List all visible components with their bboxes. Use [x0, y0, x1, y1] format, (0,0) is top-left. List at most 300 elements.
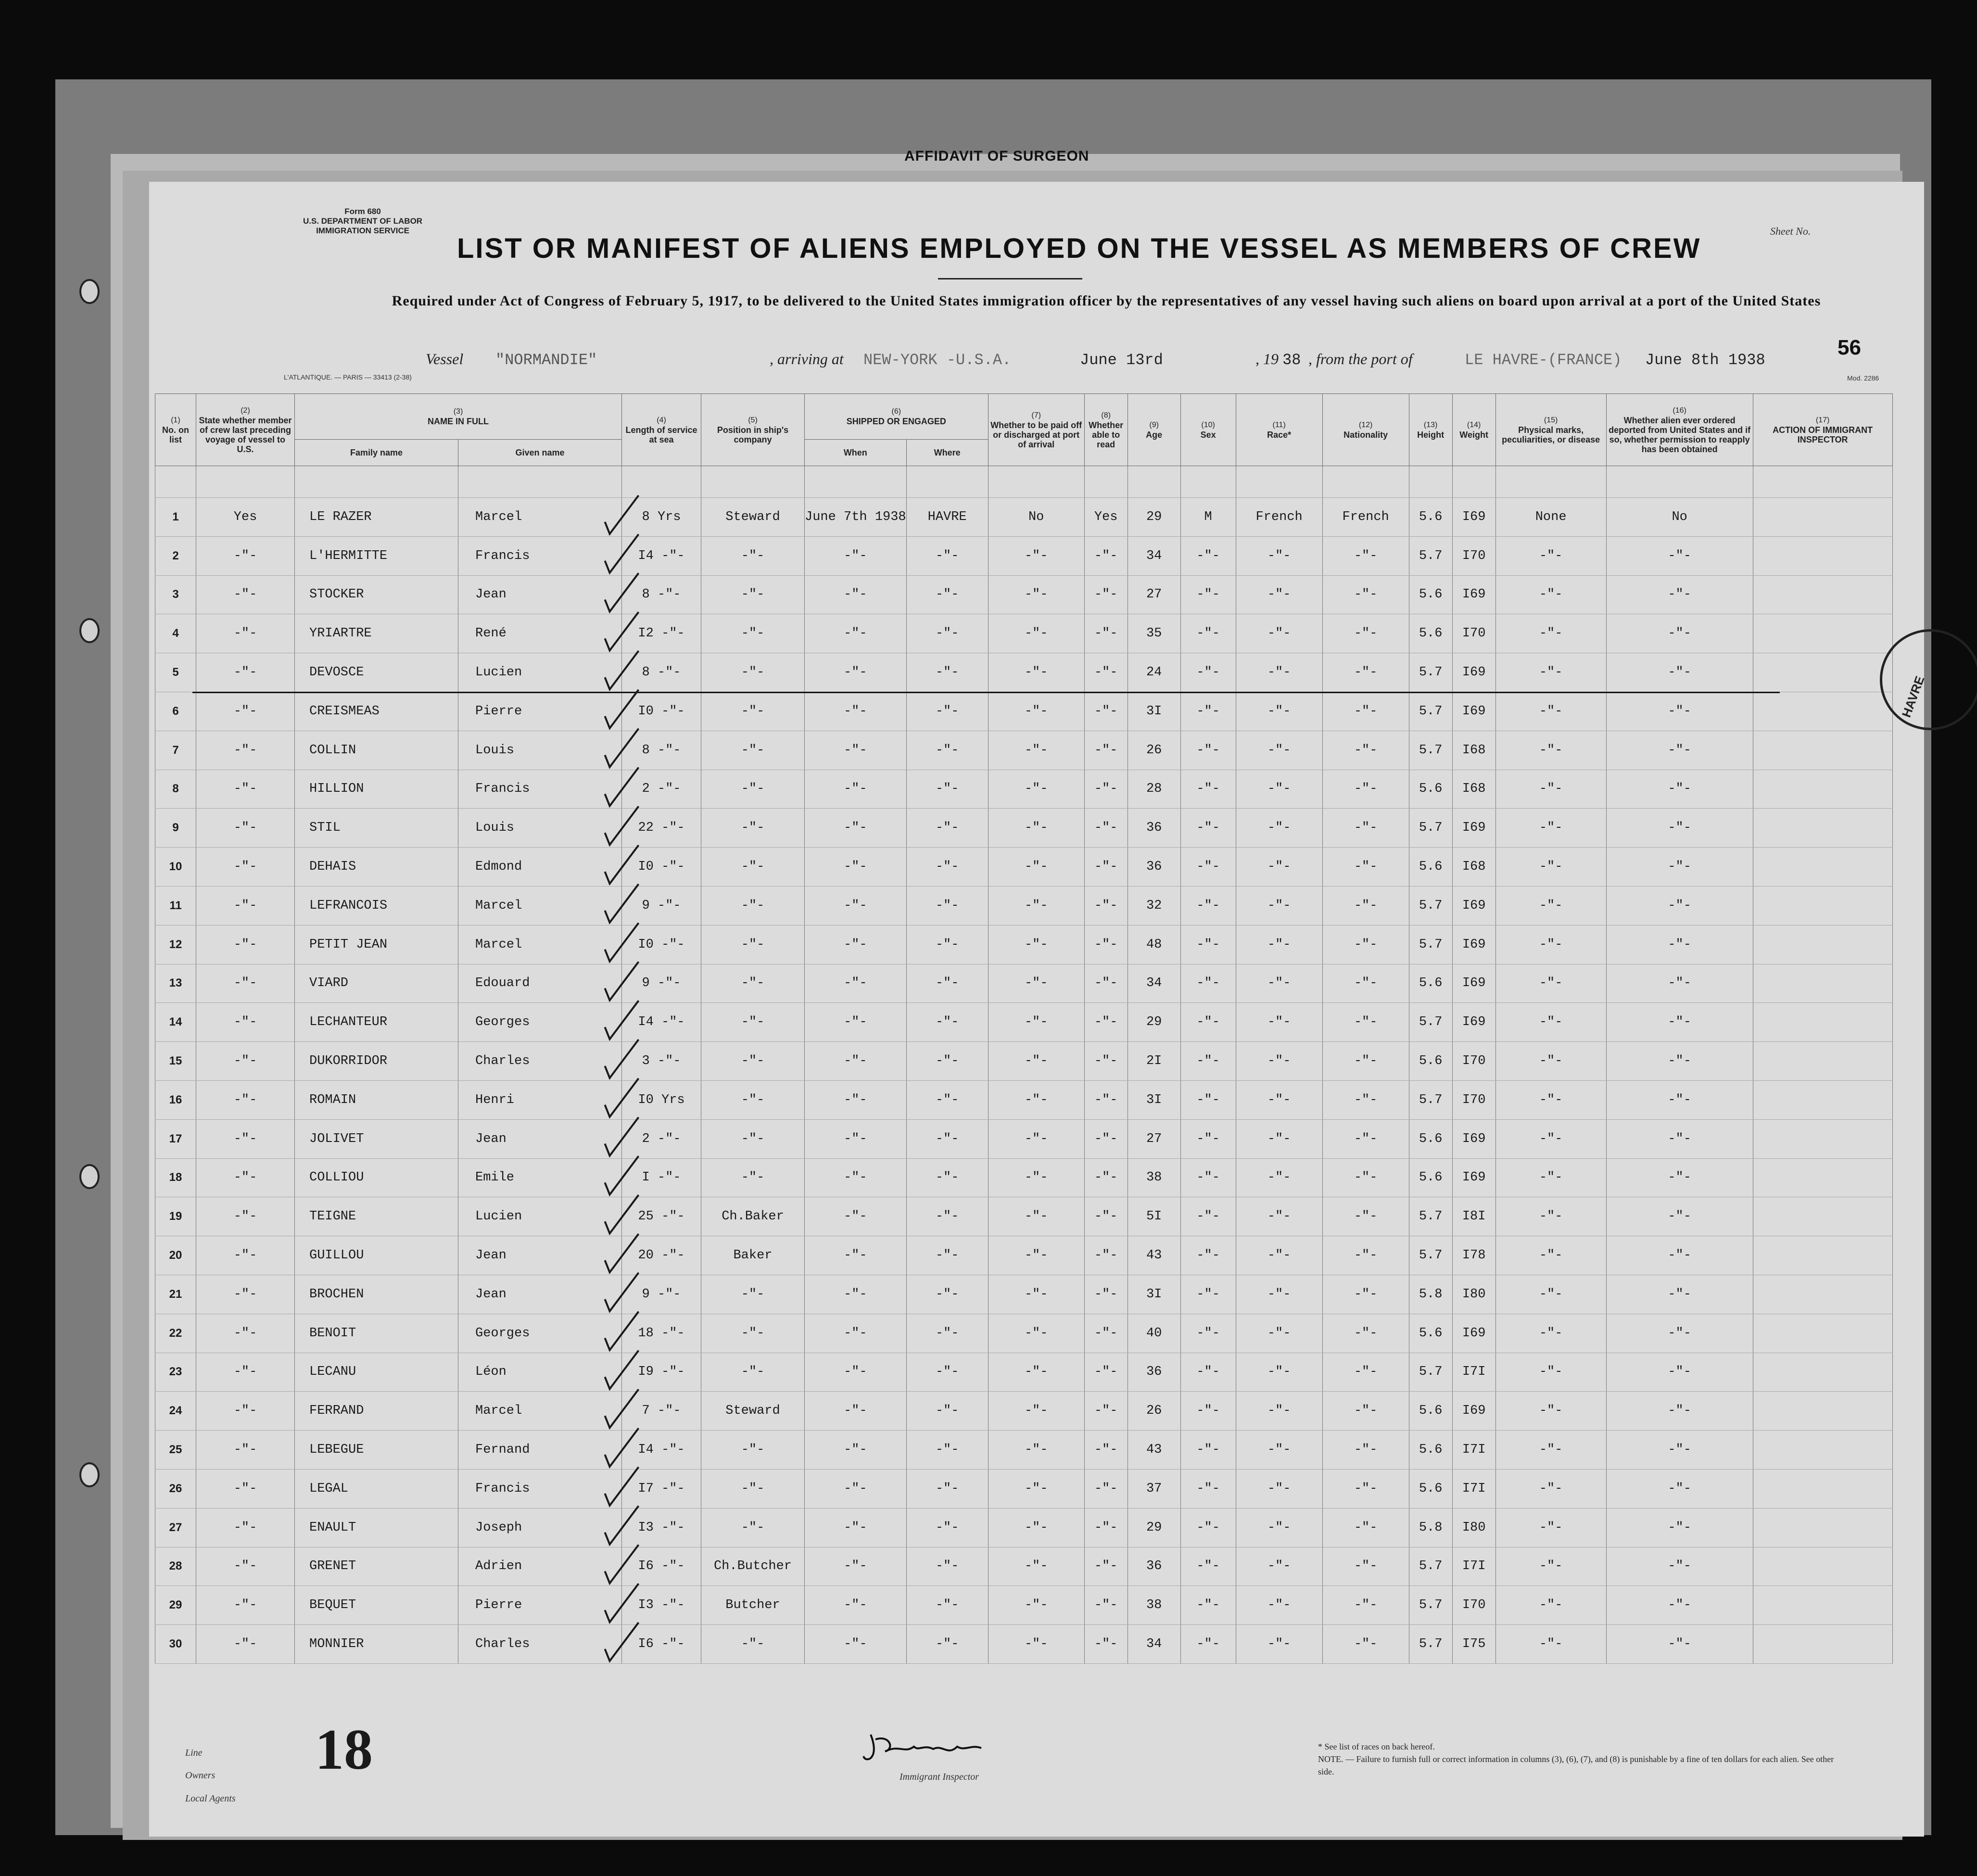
cell-prev: -"- — [196, 1080, 295, 1119]
cell-nationality: -"- — [1322, 1236, 1409, 1275]
cell-marks: -"- — [1495, 1119, 1606, 1158]
cell-race: -"- — [1236, 1469, 1322, 1508]
cell-nationality: -"- — [1322, 770, 1409, 809]
cell-family: MONNIER — [295, 1625, 458, 1664]
cell-deported: -"- — [1606, 925, 1753, 964]
cell-where: -"- — [906, 1469, 988, 1508]
cell-given: Francis — [458, 536, 622, 575]
cell-where: -"- — [906, 692, 988, 731]
cell-nationality: -"- — [1322, 1547, 1409, 1586]
cell-prev: -"- — [196, 1197, 295, 1236]
cell-height: 5.7 — [1409, 692, 1452, 731]
affidavit-header: AFFIDAVIT OF SURGEON — [904, 148, 1090, 164]
cell-given: Jean — [458, 1119, 622, 1158]
cell-where: -"- — [906, 1042, 988, 1081]
cell-prev: -"- — [196, 1508, 295, 1547]
check-mark — [605, 1622, 639, 1661]
col-physical-marks: (15) Physical marks, peculiarities, or disease — [1495, 394, 1606, 466]
cell-height: 5.6 — [1409, 1392, 1452, 1431]
cell-race: -"- — [1236, 964, 1322, 1003]
cell-no: 8 — [155, 770, 196, 809]
cell-age: 28 — [1128, 770, 1180, 809]
cell-age: 27 — [1128, 1119, 1180, 1158]
cell-where: -"- — [906, 1625, 988, 1664]
cell-nationality: -"- — [1322, 1353, 1409, 1392]
cell-sex: -"- — [1180, 536, 1236, 575]
col-race: (11) Race* — [1236, 394, 1322, 466]
cell-service: I0 -"- — [622, 925, 701, 964]
cell-height: 5.7 — [1409, 925, 1452, 964]
check-mark — [605, 573, 639, 611]
cell-nationality: -"- — [1322, 848, 1409, 887]
cell-given: Marcel — [458, 1392, 622, 1431]
cell-weight: I69 — [1452, 1003, 1495, 1042]
cell-sex: -"- — [1180, 964, 1236, 1003]
cell-read: -"- — [1084, 964, 1128, 1003]
cell-service: 3 -"- — [622, 1042, 701, 1081]
cell-age: 3I — [1128, 1275, 1180, 1314]
cell-sex: -"- — [1180, 848, 1236, 887]
cell-race: -"- — [1236, 536, 1322, 575]
cell-nationality: -"- — [1322, 1003, 1409, 1042]
cell-prev: -"- — [196, 1236, 295, 1275]
cell-service: I7 -"- — [622, 1469, 701, 1508]
cell-when: -"- — [805, 1080, 907, 1119]
cell-deported: -"- — [1606, 614, 1753, 653]
cell-when: -"- — [805, 1392, 907, 1431]
cell-read: -"- — [1084, 1431, 1128, 1470]
cell-weight: I7I — [1452, 1353, 1495, 1392]
cell-position: -"- — [701, 925, 805, 964]
cell-height: 5.6 — [1409, 1431, 1452, 1470]
cell-sex: -"- — [1180, 1586, 1236, 1625]
cell-paid: -"- — [988, 1080, 1084, 1119]
cell-nationality: French — [1322, 498, 1409, 537]
cell-given: Marcel — [458, 498, 622, 537]
cell-position: Steward — [701, 1392, 805, 1431]
cell-sex: -"- — [1180, 1314, 1236, 1353]
cell-position: -"- — [701, 1625, 805, 1664]
cell-race: -"- — [1236, 1508, 1322, 1547]
cell-marks: -"- — [1495, 770, 1606, 809]
cell-race: -"- — [1236, 1625, 1322, 1664]
cell-service: I -"- — [622, 1158, 701, 1197]
cell-when: -"- — [805, 1353, 907, 1392]
cell-race: -"- — [1236, 925, 1322, 964]
cell-read: -"- — [1084, 1275, 1128, 1314]
check-mark — [605, 1117, 639, 1156]
cell-paid: -"- — [988, 1586, 1084, 1625]
cell-read: -"- — [1084, 731, 1128, 770]
cell-age: 26 — [1128, 731, 1180, 770]
footer-owners-label: Owners — [185, 1770, 215, 1781]
cell-deported: -"- — [1606, 1275, 1753, 1314]
cell-where: HAVRE — [906, 498, 988, 537]
cell-no: 12 — [155, 925, 196, 964]
cell-sex: -"- — [1180, 1080, 1236, 1119]
cell-no: 11 — [155, 886, 196, 925]
cell-sex: -"- — [1180, 1275, 1236, 1314]
cell-marks: -"- — [1495, 1431, 1606, 1470]
cell-service: 8 -"- — [622, 653, 701, 692]
col-family-name: Family name — [295, 440, 458, 466]
cell-race: -"- — [1236, 1431, 1322, 1470]
cell-race: French — [1236, 498, 1322, 537]
cell-nationality: -"- — [1322, 1431, 1409, 1470]
cell-when: -"- — [805, 886, 907, 925]
cell-service: I3 -"- — [622, 1586, 701, 1625]
cell-position: -"- — [701, 692, 805, 731]
cell-height: 5.6 — [1409, 1158, 1452, 1197]
cell-when: -"- — [805, 1275, 907, 1314]
cell-family: JOLIVET — [295, 1119, 458, 1158]
cell-race: -"- — [1236, 1353, 1322, 1392]
cell-given: Georges — [458, 1003, 622, 1042]
cell-weight: I75 — [1452, 1625, 1495, 1664]
check-mark — [605, 1584, 639, 1622]
cell-race: -"- — [1236, 692, 1322, 731]
cell-paid: -"- — [988, 536, 1084, 575]
footnote-note: NOTE. — Failure to furnish full or correct information in columns (3), (6), (7), and (8) is punishable by a fine of ten dollars for each alien. See other side. — [1318, 1754, 1834, 1776]
cell-position: -"- — [701, 1119, 805, 1158]
cell-height: 5.6 — [1409, 498, 1452, 537]
cell-race: -"- — [1236, 1547, 1322, 1586]
cell-prev: -"- — [196, 1158, 295, 1197]
cell-given: Marcel — [458, 886, 622, 925]
cell-no: 10 — [155, 848, 196, 887]
cell-sex: -"- — [1180, 1158, 1236, 1197]
cell-sex: -"- — [1180, 925, 1236, 964]
cell-marks: -"- — [1495, 1625, 1606, 1664]
cell-sex: -"- — [1180, 809, 1236, 848]
check-mark — [605, 495, 639, 534]
cell-position: -"- — [701, 886, 805, 925]
cell-paid: -"- — [988, 731, 1084, 770]
cell-deported: -"- — [1606, 1469, 1753, 1508]
cell-sex: -"- — [1180, 1625, 1236, 1664]
cell-given: René — [458, 614, 622, 653]
cell-where: -"- — [906, 1236, 988, 1275]
cell-marks: -"- — [1495, 809, 1606, 848]
cell-age: 40 — [1128, 1314, 1180, 1353]
cell-given: Jean — [458, 1275, 622, 1314]
cell-prev: -"- — [196, 614, 295, 653]
cell-height: 5.6 — [1409, 848, 1452, 887]
footnote-races: * See list of races on back hereof. — [1318, 1742, 1435, 1751]
cell-sex: -"- — [1180, 1236, 1236, 1275]
cell-height: 5.6 — [1409, 614, 1452, 653]
col-deported: (16) Whether alien ever ordered deported from United States and if so, whether permission to reapply has been obtained — [1606, 394, 1753, 466]
cell-family: PETIT JEAN — [295, 925, 458, 964]
cell-read: -"- — [1084, 1236, 1128, 1275]
cell-race: -"- — [1236, 1003, 1322, 1042]
cell-family: LEFRANCOIS — [295, 886, 458, 925]
cell-sex: -"- — [1180, 1508, 1236, 1547]
cell-given: Adrien — [458, 1547, 622, 1586]
sheet-number-label: Sheet No. — [1770, 225, 1811, 237]
cell-deported: -"- — [1606, 1314, 1753, 1353]
cell-race: -"- — [1236, 1236, 1322, 1275]
manifest-sheet — [149, 182, 1927, 1837]
cell-where: -"- — [906, 964, 988, 1003]
cell-no: 14 — [155, 1003, 196, 1042]
form-number: Form 680 — [344, 207, 381, 216]
cell-family: VIARD — [295, 964, 458, 1003]
cell-marks: -"- — [1495, 886, 1606, 925]
page-number: 56 — [1838, 336, 1861, 359]
binder-hole — [79, 279, 100, 304]
cell-age: 26 — [1128, 1392, 1180, 1431]
cell-read: -"- — [1084, 536, 1128, 575]
cell-read: -"- — [1084, 653, 1128, 692]
cell-weight: I69 — [1452, 653, 1495, 692]
cell-position: -"- — [701, 1275, 805, 1314]
cell-given: Francis — [458, 770, 622, 809]
cell-weight: I69 — [1452, 1392, 1495, 1431]
cell-height: 5.7 — [1409, 1236, 1452, 1275]
cell-race: -"- — [1236, 1158, 1322, 1197]
check-mark — [605, 534, 639, 573]
cell-sex: -"- — [1180, 575, 1236, 614]
cell-read: -"- — [1084, 886, 1128, 925]
cell-service: 8 -"- — [622, 575, 701, 614]
cell-family: ROMAIN — [295, 1080, 458, 1119]
cell-paid: -"- — [988, 614, 1084, 653]
cell-sex: -"- — [1180, 1003, 1236, 1042]
cell-race: -"- — [1236, 575, 1322, 614]
cell-sex: -"- — [1180, 1431, 1236, 1470]
cell-age: 24 — [1128, 653, 1180, 692]
cell-given: Joseph — [458, 1508, 622, 1547]
cell-when: -"- — [805, 1431, 907, 1470]
cell-service: I3 -"- — [622, 1508, 701, 1547]
cell-when: -"- — [805, 575, 907, 614]
cell-where: -"- — [906, 809, 988, 848]
cell-marks: -"- — [1495, 1236, 1606, 1275]
cell-position: -"- — [701, 1080, 805, 1119]
col-weight: (14) Weight — [1452, 394, 1495, 466]
cell-given: Lucien — [458, 1197, 622, 1236]
cell-family: CREISMEAS — [295, 692, 458, 731]
arrival-date: June 13rd — [1080, 351, 1163, 369]
cell-height: 5.7 — [1409, 886, 1452, 925]
cell-given: Léon — [458, 1353, 622, 1392]
cell-marks: -"- — [1495, 1003, 1606, 1042]
cell-no: 16 — [155, 1080, 196, 1119]
subtitle: Required under Act of Congress of February 5, 1917, to be delivered to the United States immigration officer by the representatives of any vessel having such aliens on board upon arrival at a port of the United States — [392, 293, 1821, 309]
cell-service: I4 -"- — [622, 536, 701, 575]
cell-when: -"- — [805, 925, 907, 964]
cell-nationality: -"- — [1322, 614, 1409, 653]
cell-read: -"- — [1084, 770, 1128, 809]
cell-when: -"- — [805, 1236, 907, 1275]
cell-age: 36 — [1128, 1353, 1180, 1392]
from-label: , from the port of — [1308, 350, 1413, 368]
cell-weight: I69 — [1452, 809, 1495, 848]
cell-family: DEHAIS — [295, 848, 458, 887]
cell-weight: I68 — [1452, 770, 1495, 809]
check-mark — [605, 1506, 639, 1545]
cell-marks: -"- — [1495, 1469, 1606, 1508]
cell-prev: -"- — [196, 653, 295, 692]
cell-service: 8 Yrs — [622, 498, 701, 537]
cell-read: -"- — [1084, 925, 1128, 964]
cell-prev: -"- — [196, 1003, 295, 1042]
cell-paid: -"- — [988, 1353, 1084, 1392]
cell-family: COLLIN — [295, 731, 458, 770]
form-department: U.S. DEPARTMENT OF LABOR — [303, 216, 423, 226]
cell-family: TEIGNE — [295, 1197, 458, 1236]
cell-age: 29 — [1128, 498, 1180, 537]
cell-marks: -"- — [1495, 1314, 1606, 1353]
cell-deported: -"- — [1606, 1586, 1753, 1625]
cell-prev: -"- — [196, 536, 295, 575]
cell-deported: -"- — [1606, 1353, 1753, 1392]
cell-family: HILLION — [295, 770, 458, 809]
cell-no: 3 — [155, 575, 196, 614]
check-mark — [605, 1467, 639, 1506]
col-previous-crew: (2) State whether member of crew last preceding voyage of vessel to U.S. — [196, 394, 295, 466]
cell-weight: I70 — [1452, 1080, 1495, 1119]
cell-when: -"- — [805, 770, 907, 809]
vessel-label: Vessel — [426, 350, 464, 368]
arriving-port: NEW-YORK -U.S.A. — [863, 351, 1012, 369]
cell-weight: I69 — [1452, 964, 1495, 1003]
check-mark — [605, 1389, 639, 1428]
col-height: (13) Height — [1409, 394, 1452, 466]
cell-no: 25 — [155, 1431, 196, 1470]
cell-race: -"- — [1236, 1042, 1322, 1081]
cell-no: 27 — [155, 1508, 196, 1547]
cell-race: -"- — [1236, 1392, 1322, 1431]
cell-no: 2 — [155, 536, 196, 575]
cell-height: 5.6 — [1409, 1314, 1452, 1353]
cell-position: -"- — [701, 1158, 805, 1197]
cell-deported: No — [1606, 498, 1753, 537]
cell-weight: I69 — [1452, 1119, 1495, 1158]
cell-given: Lucien — [458, 653, 622, 692]
cell-family: LECANU — [295, 1353, 458, 1392]
cell-no: 19 — [155, 1197, 196, 1236]
cell-race: -"- — [1236, 809, 1322, 848]
cell-weight: I8I — [1452, 1197, 1495, 1236]
cell-age: 38 — [1128, 1158, 1180, 1197]
cell-deported: -"- — [1606, 731, 1753, 770]
binder-hole — [79, 618, 100, 643]
cell-race: -"- — [1236, 848, 1322, 887]
cell-marks: -"- — [1495, 731, 1606, 770]
cell-marks: -"- — [1495, 1508, 1606, 1547]
cell-paid: -"- — [988, 653, 1084, 692]
cell-nationality: -"- — [1322, 1080, 1409, 1119]
cell-nationality: -"- — [1322, 1314, 1409, 1353]
cell-prev: -"- — [196, 692, 295, 731]
cell-family: DEVOSCE — [295, 653, 458, 692]
cell-family: GRENET — [295, 1547, 458, 1586]
form-service: IMMIGRATION SERVICE — [316, 226, 410, 235]
cell-service: I4 -"- — [622, 1431, 701, 1470]
cell-given: Jean — [458, 1236, 622, 1275]
cell-weight: I68 — [1452, 731, 1495, 770]
cell-when: -"- — [805, 653, 907, 692]
cell-paid: -"- — [988, 1197, 1084, 1236]
footer-local-agents-label: Local Agents — [185, 1793, 236, 1804]
check-mark — [605, 1078, 639, 1117]
cell-race: -"- — [1236, 1119, 1322, 1158]
cell-where: -"- — [906, 1431, 988, 1470]
cell-prev: -"- — [196, 886, 295, 925]
cell-read: -"- — [1084, 692, 1128, 731]
col-age: (9) Age — [1128, 394, 1180, 466]
check-mark — [605, 767, 639, 806]
cell-where: -"- — [906, 731, 988, 770]
cell-height: 5.7 — [1409, 1547, 1452, 1586]
cell-position: -"- — [701, 536, 805, 575]
cell-weight: I70 — [1452, 1586, 1495, 1625]
check-mark — [605, 690, 639, 728]
cell-age: 35 — [1128, 614, 1180, 653]
cell-sex: -"- — [1180, 1353, 1236, 1392]
cell-paid: -"- — [988, 964, 1084, 1003]
cell-weight: I80 — [1452, 1508, 1495, 1547]
cell-deported: -"- — [1606, 653, 1753, 692]
cell-age: 27 — [1128, 575, 1180, 614]
cell-when: -"- — [805, 809, 907, 848]
cell-where: -"- — [906, 1586, 988, 1625]
cell-no: 6 — [155, 692, 196, 731]
cell-age: 34 — [1128, 964, 1180, 1003]
cell-prev: -"- — [196, 1392, 295, 1431]
cell-age: 34 — [1128, 536, 1180, 575]
cell-age: 38 — [1128, 1586, 1180, 1625]
cell-when: -"- — [805, 1625, 907, 1664]
cell-position: -"- — [701, 848, 805, 887]
cell-weight: I69 — [1452, 575, 1495, 614]
cell-family: FERRAND — [295, 1392, 458, 1431]
cell-when: -"- — [805, 1042, 907, 1081]
cell-given: Charles — [458, 1042, 622, 1081]
check-mark — [605, 923, 639, 962]
col-shipped-engaged: (6) SHIPPED OR ENGAGED — [805, 394, 988, 440]
cell-age: 43 — [1128, 1236, 1180, 1275]
cell-read: -"- — [1084, 1003, 1128, 1042]
cell-race: -"- — [1236, 614, 1322, 653]
cell-prev: -"- — [196, 1275, 295, 1314]
cell-where: -"- — [906, 1508, 988, 1547]
cell-nationality: -"- — [1322, 1586, 1409, 1625]
cell-when: -"- — [805, 1586, 907, 1625]
cell-service: I6 -"- — [622, 1625, 701, 1664]
cell-family: BROCHEN — [295, 1275, 458, 1314]
cell-deported: -"- — [1606, 1003, 1753, 1042]
cell-paid: -"- — [988, 1469, 1084, 1508]
mod-number: Mod. 2286 — [1847, 374, 1879, 382]
cell-no: 18 — [155, 1158, 196, 1197]
cell-height: 5.6 — [1409, 964, 1452, 1003]
cell-weight: I7I — [1452, 1431, 1495, 1470]
cell-height: 5.6 — [1409, 770, 1452, 809]
cell-paid: -"- — [988, 1158, 1084, 1197]
cell-age: 2I — [1128, 1042, 1180, 1081]
cell-when: -"- — [805, 1547, 907, 1586]
cell-no: 28 — [155, 1547, 196, 1586]
cell-weight: I69 — [1452, 925, 1495, 964]
cell-paid: -"- — [988, 1508, 1084, 1547]
cell-no: 9 — [155, 809, 196, 848]
cell-when: -"- — [805, 614, 907, 653]
cell-paid: -"- — [988, 886, 1084, 925]
cell-given: Jean — [458, 575, 622, 614]
